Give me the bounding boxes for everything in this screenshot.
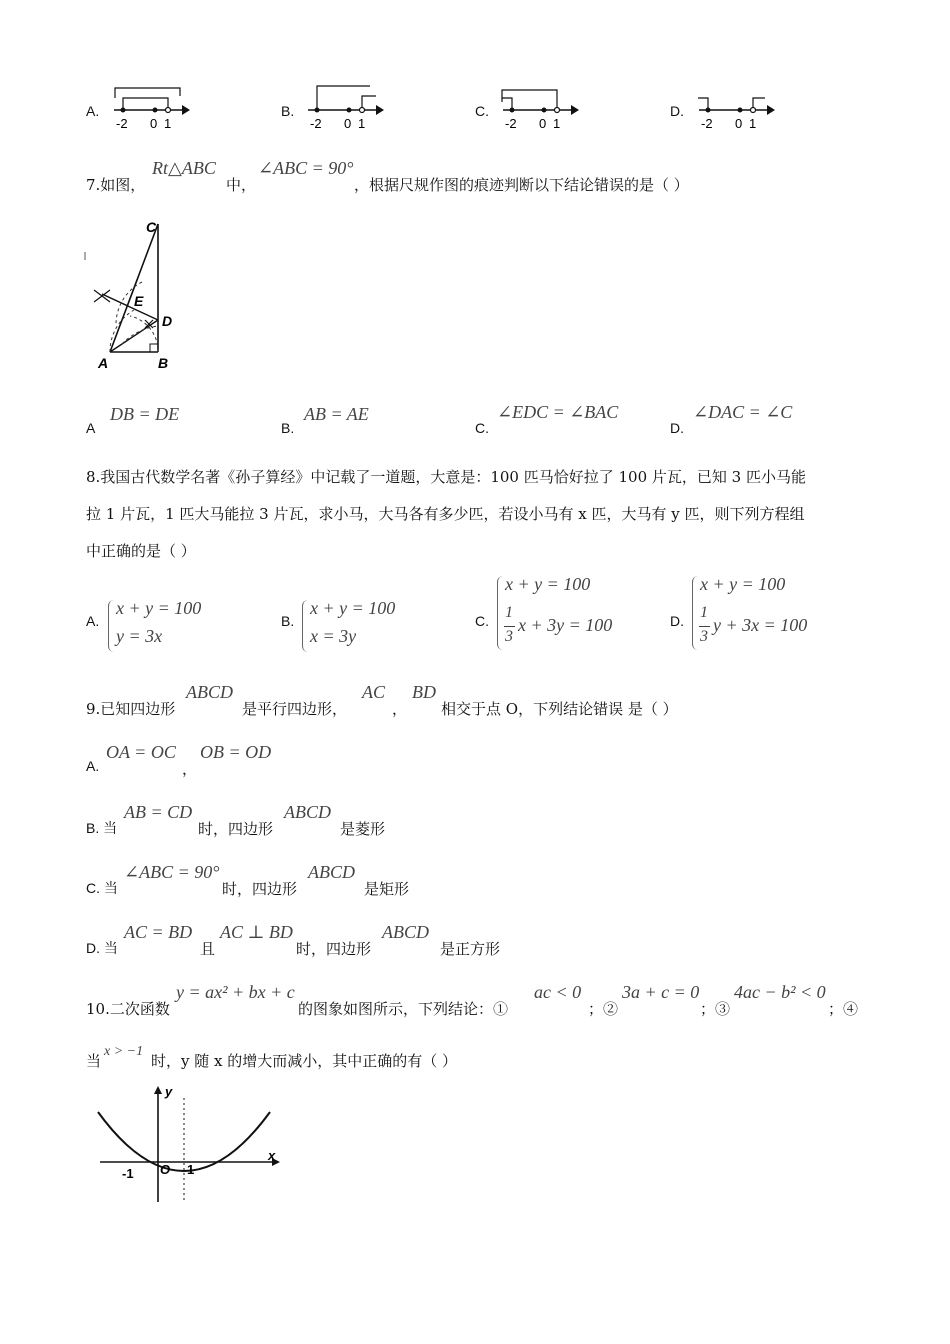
equation-1: x + y = 100	[700, 574, 786, 594]
option-label: A	[86, 420, 96, 436]
number-line-figure	[497, 84, 587, 132]
q9-text: ，	[392, 700, 408, 718]
fraction-denominator: 3	[505, 628, 513, 645]
equation-1: x + y = 100	[505, 574, 591, 594]
option-label: C.	[475, 613, 489, 629]
option-math: AB = AE	[304, 404, 369, 424]
equation-brace	[302, 600, 309, 652]
q7-figure	[82, 212, 192, 372]
equation-2: x = 3y	[310, 626, 357, 646]
fraction-numerator: 1	[505, 604, 513, 621]
option-text: 是矩形	[364, 880, 410, 898]
tick-label: -2	[505, 116, 517, 131]
option-label: A.	[86, 758, 100, 774]
q9-math: BD	[412, 682, 436, 702]
q10-text: ；③	[700, 1000, 731, 1018]
equation-2: x + 3y = 100	[518, 615, 613, 635]
tick-label: 0	[539, 116, 547, 131]
tick-label-1: 1	[187, 1162, 195, 1177]
equation-brace	[497, 576, 504, 650]
q7-prefix: 7.如图，	[86, 176, 146, 194]
tick-label: 1	[164, 116, 172, 131]
tick-label: 0	[735, 116, 743, 131]
q8-line-2: 拉 1 片瓦，1 匹大马能拉 3 片瓦，求小马，大马各有多少匹，若设小马有 x 匹，大马有 y 匹，则下列方程组	[86, 505, 805, 523]
q10-math: 4ac − b² < 0	[734, 982, 826, 1002]
option-math: OA = OC	[106, 742, 176, 762]
equation-1: x + y = 100	[116, 598, 202, 618]
option-math: AC = BD	[124, 922, 193, 942]
equation-2: y + 3x = 100	[713, 615, 808, 635]
option-label: B.	[281, 613, 295, 629]
q10-text: 的图象如图所示，下列结论：①	[298, 1000, 509, 1018]
option-math: ABCD	[284, 802, 331, 822]
option-label: D. 当	[86, 940, 118, 956]
option-label: C. 当	[86, 880, 118, 896]
option-label: D.	[670, 420, 684, 436]
equation-2: y = 3x	[116, 626, 163, 646]
q9-text: 相交于点 O，下列结论错误 是（ ）	[441, 700, 678, 718]
number-line-figure	[108, 84, 198, 132]
vertex-label-b: B	[158, 355, 169, 371]
tick-label: -2	[310, 116, 322, 131]
q10-line2-suffix: 时，y 随 x 的增大而减小，其中正确的有（ ）	[151, 1052, 458, 1070]
q10-math: ac < 0	[534, 982, 582, 1002]
option-label: A.	[86, 103, 100, 119]
q7-mid: 中，	[226, 176, 257, 194]
option-math: ∠DAC = ∠C	[693, 402, 793, 422]
option-math: ABCD	[308, 862, 355, 882]
equation-brace	[108, 600, 115, 652]
q10-line2-prefix: 当	[86, 1052, 102, 1070]
q7-math-triangle: Rt△ABC	[152, 158, 216, 178]
q9-math: AC	[362, 682, 386, 702]
option-text: 是菱形	[340, 820, 386, 838]
option-text: 且	[200, 940, 216, 958]
option-label: B. 当	[86, 820, 118, 836]
fraction-bar	[504, 626, 515, 627]
x-axis-label: x	[268, 1148, 276, 1163]
q10-math: 3a + c = 0	[622, 982, 700, 1002]
option-label: B.	[281, 420, 295, 436]
option-math: DB = DE	[110, 404, 180, 424]
option-math: OB = OD	[200, 742, 272, 762]
option-label: D.	[670, 613, 684, 629]
q10-math: y = ax² + bx + c	[176, 982, 295, 1002]
option-text: ，	[182, 760, 198, 778]
fraction-numerator: 1	[700, 604, 708, 621]
vertex-label-c: C	[146, 219, 157, 235]
origin-label: O	[160, 1162, 171, 1177]
fraction-bar	[699, 626, 710, 627]
option-label: C.	[475, 420, 489, 436]
vertex-label-d: D	[162, 313, 173, 329]
number-line-figure	[693, 84, 783, 132]
q10-parabola-graph	[92, 1082, 284, 1206]
option-math: ABCD	[382, 922, 429, 942]
vertex-label-a: A	[98, 355, 109, 371]
number-line-figure	[302, 84, 392, 132]
option-text: 是正方形	[440, 940, 501, 958]
q9-prefix: 9.已知四边形	[86, 700, 176, 718]
tick-label: 1	[553, 116, 561, 131]
q8-line-1: 8.我国古代数学名著《孙子算经》中记载了一道题，大意是：100 匹马恰好拉了 100 片瓦，已知 3 匹小马能	[86, 468, 806, 486]
option-math: ∠EDC = ∠BAC	[497, 402, 619, 422]
tick-label: -2	[701, 116, 713, 131]
tick-label: 0	[344, 116, 352, 131]
tick-label: -2	[116, 116, 128, 131]
equation-1: x + y = 100	[310, 598, 396, 618]
option-text: 时，四边形	[198, 820, 274, 838]
q7-suffix: ，根据尺规作图的痕迹判断以下结论错误的是（ ）	[354, 176, 689, 194]
option-text: 时，四边形	[222, 880, 298, 898]
tick-label: 1	[749, 116, 757, 131]
option-text: 时，四边形	[296, 940, 372, 958]
tick-label-neg1: -1	[122, 1166, 134, 1181]
q8-line-3: 中正确的是（ ）	[86, 542, 196, 560]
option-label: C.	[475, 103, 489, 119]
q9-text: 是平行四边形，	[242, 700, 348, 718]
q10-prefix: 10.二次函数	[86, 1000, 170, 1018]
q10-math: x > −1	[104, 1044, 144, 1059]
option-label: D.	[670, 103, 684, 119]
option-math: ∠ABC = 90°	[124, 862, 220, 882]
equation-brace	[692, 576, 699, 650]
tick-label: 1	[358, 116, 366, 131]
q9-math: ABCD	[186, 682, 233, 702]
fraction-denominator: 3	[700, 628, 708, 645]
option-label: A.	[86, 613, 100, 629]
option-math: AC ⊥ BD	[220, 922, 293, 942]
tick-label: 0	[150, 116, 158, 131]
vertex-label-e: E	[134, 293, 144, 309]
q10-text: ；④	[828, 1000, 859, 1018]
q10-text: ；②	[588, 1000, 619, 1018]
y-axis-label: y	[165, 1084, 173, 1099]
option-math: AB = CD	[124, 802, 193, 822]
q7-math-angle: ∠ABC = 90°	[258, 158, 354, 178]
option-label: B.	[281, 103, 295, 119]
